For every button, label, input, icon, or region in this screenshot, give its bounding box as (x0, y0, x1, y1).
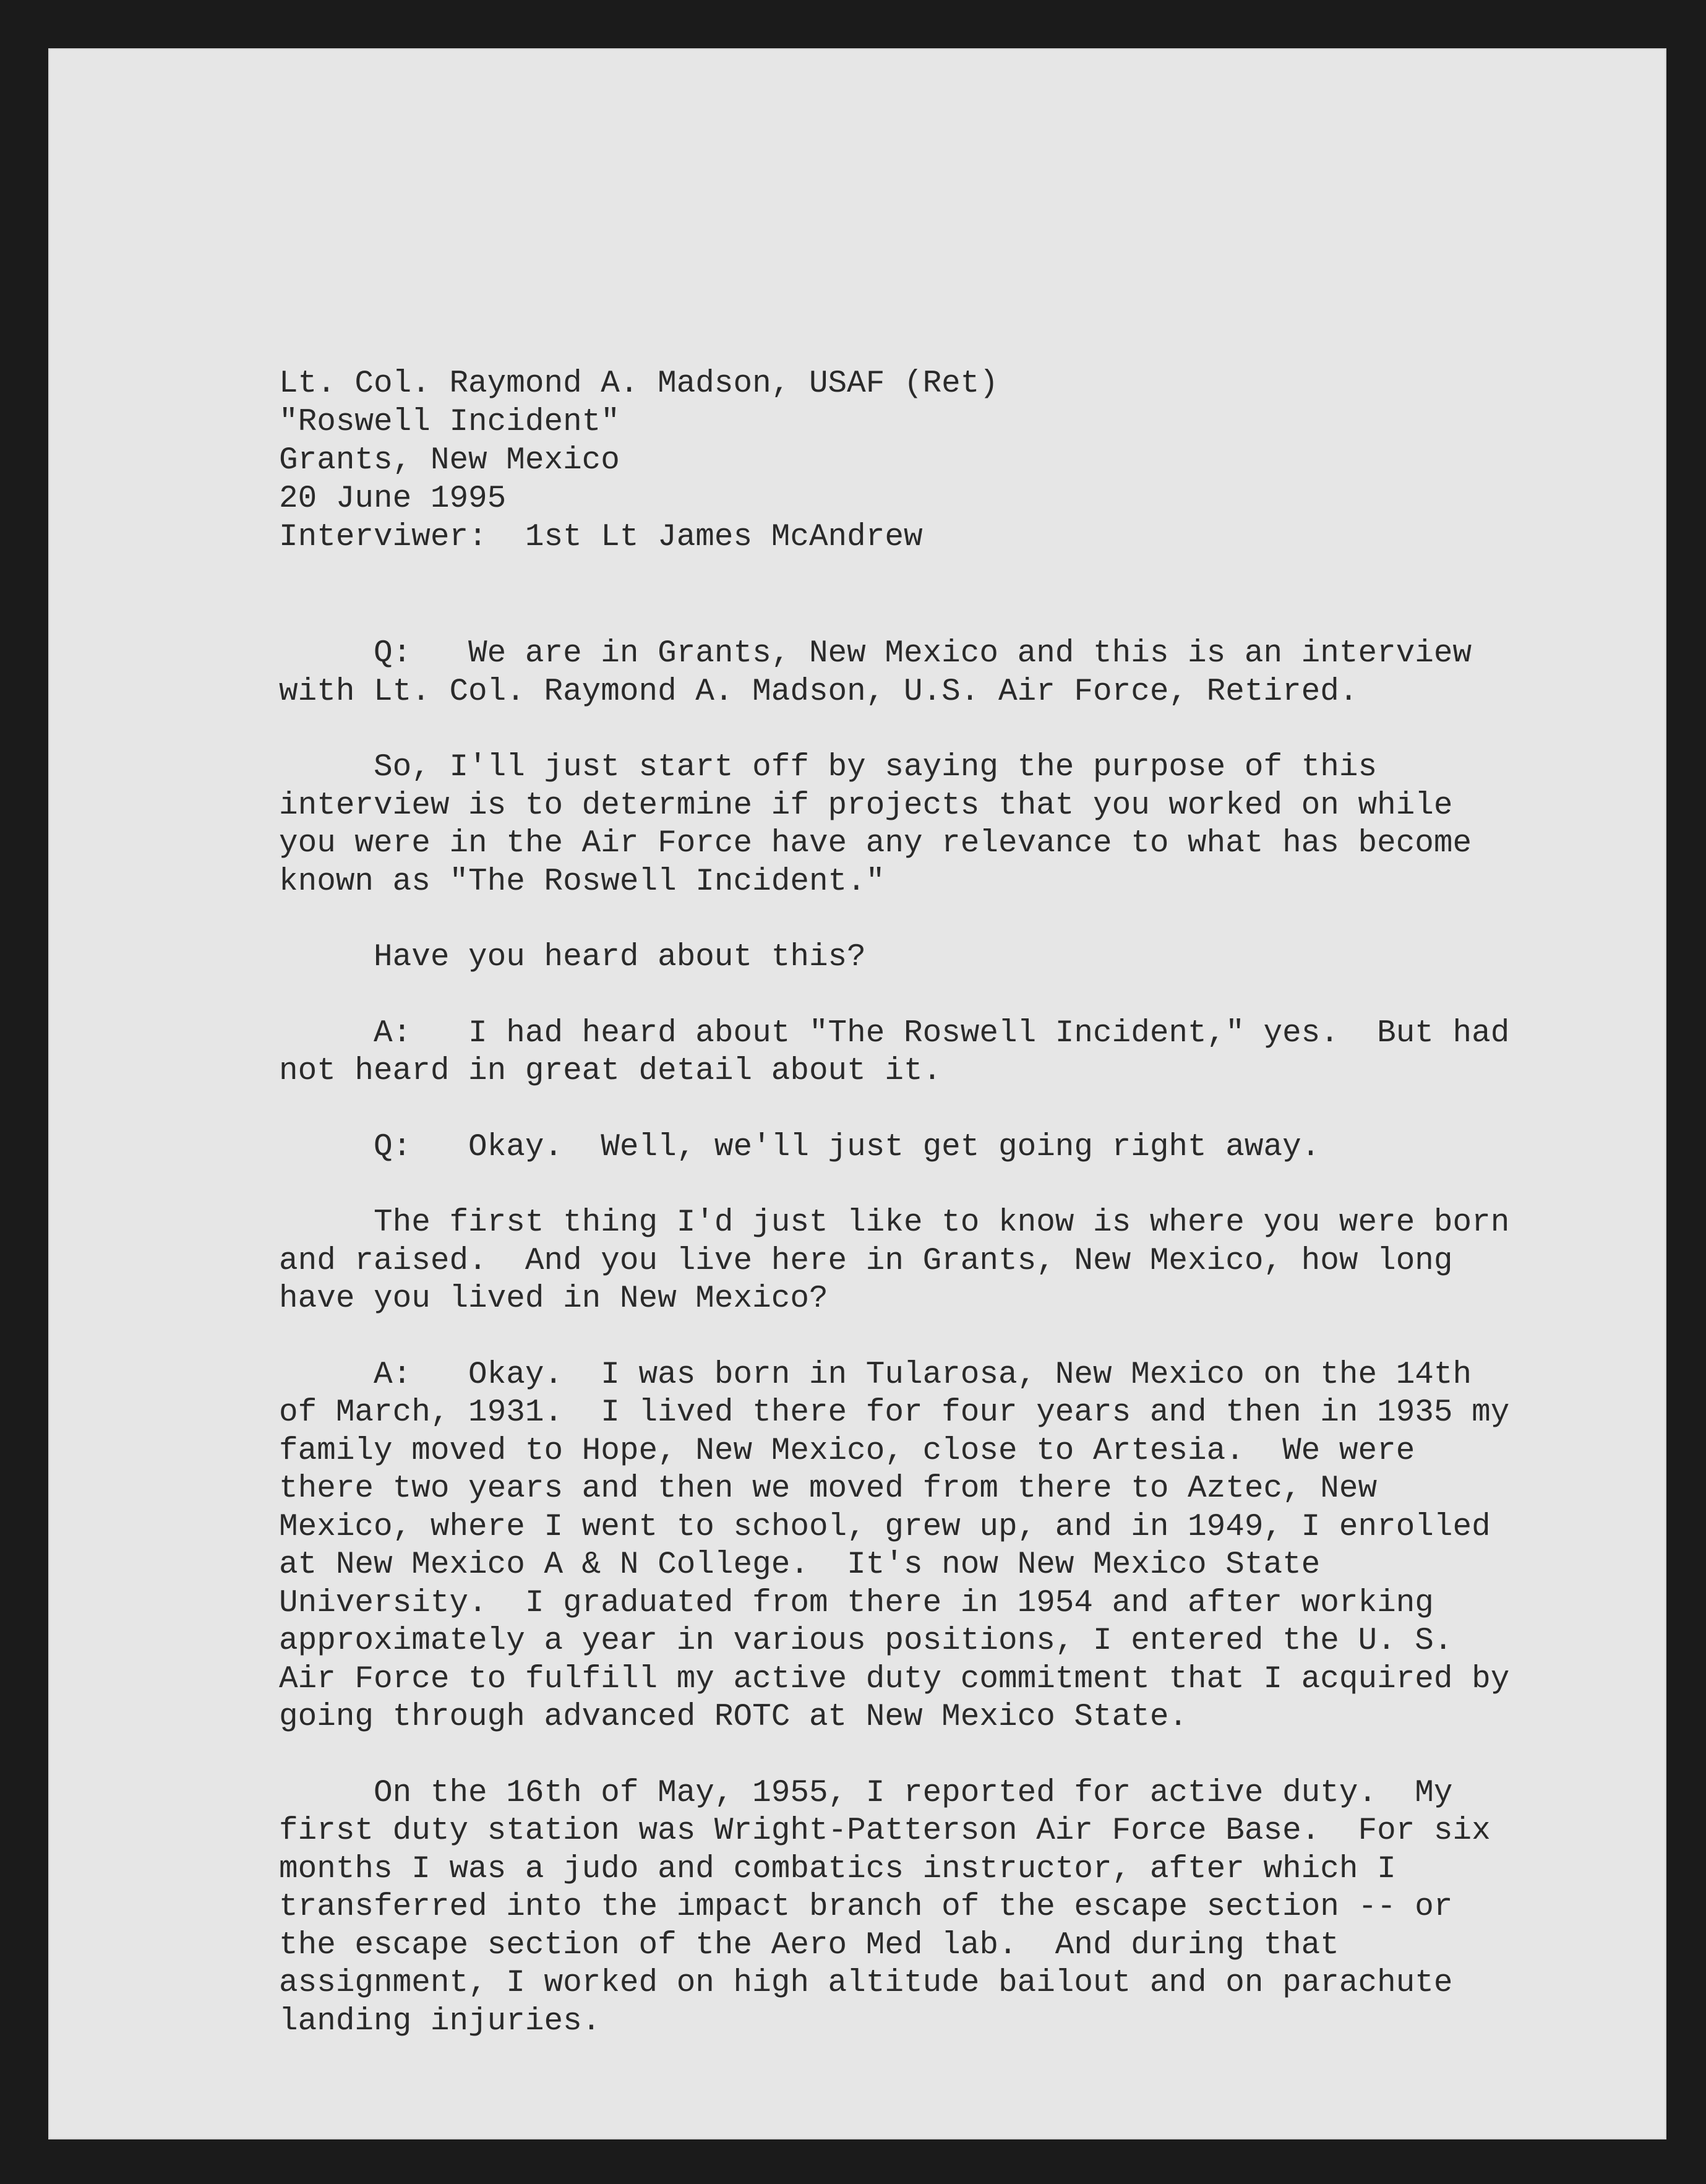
interviewee-line: Lt. Col. Raymond A. Madson, USAF (Ret) (279, 366, 998, 402)
text-line: The first thing I'd just like to know is where you were born (279, 1205, 1510, 1240)
text-line: transferred into the impact branch of the escape section -- or (279, 1890, 1453, 1925)
text-line: University. I graduated from there in 1954 and after working (279, 1585, 1434, 1621)
text-line: months I was a judo and combatics instructor, after which I (279, 1851, 1396, 1887)
text-line: On the 16th of May, 1955, I reported for active duty. My (279, 1775, 1453, 1811)
paragraph-answer-born (279, 1356, 1553, 1737)
text-line: known as "The Roswell Incident." (279, 864, 885, 900)
date-line: 20 June 1995 (279, 481, 507, 517)
interview-transcript (279, 635, 1553, 2078)
text-line: at New Mexico A & N College. It's now New Mexico State (279, 1547, 1321, 1583)
interviewer-line: Interviwer: 1st Lt James McAndrew (279, 520, 923, 555)
paragraph-q-intro (279, 635, 1553, 711)
text-line: the escape section of the Aero Med lab. And during that (279, 1927, 1339, 1963)
text-line: Q: We are in Grants, New Mexico and this is an interview (279, 636, 1472, 671)
text-line: of March, 1931. I lived there for four years and then in 1935 my (279, 1395, 1510, 1430)
text-line: and raised. And you live here in Grants, New Mexico, how long (279, 1243, 1453, 1279)
document-page (48, 48, 1666, 2139)
text-line: A: Okay. I was born in Tularosa, New Mexico on the 14th (279, 1357, 1472, 1393)
text-line: family moved to Hope, New Mexico, close to Artesia. We were (279, 1433, 1415, 1469)
text-line: you were in the Air Force have any relevance to what has become (279, 826, 1472, 861)
paragraph-active-duty (279, 1774, 1553, 2041)
text-line: approximately a year in various positions, I entered the U. S. (279, 1623, 1453, 1659)
text-line: Q: Okay. Well, we'll just get going right away. (279, 1129, 1321, 1165)
text-line: assignment, I worked on high altitude bailout and on parachute (279, 1966, 1453, 2001)
text-line: Air Force to fulfill my active duty commitment that I acquired by (279, 1661, 1510, 1697)
text-line: going through advanced ROTC at New Mexico State. (279, 1700, 1188, 1735)
text-line: not heard in great detail about it. (279, 1054, 942, 1089)
paragraph-question-born (279, 1204, 1553, 1318)
text-line: A: I had heard about "The Roswell Incident," yes. But had (279, 1015, 1510, 1051)
text-line: have you lived in New Mexico? (279, 1281, 828, 1317)
interview-header (279, 365, 998, 557)
text-line: first duty station was Wright-Patterson Air Force Base. For six (279, 1813, 1491, 1849)
location-line: Grants, New Mexico (279, 443, 620, 478)
text-line: with Lt. Col. Raymond A. Madson, U.S. Air Force, Retired. (279, 674, 1358, 710)
paragraph-q-okay (279, 1129, 1553, 1167)
text-line: interview is to determine if projects that you worked on while (279, 788, 1453, 823)
subject-line: "Roswell Incident" (279, 405, 620, 440)
text-line: So, I'll just start off by saying the purpose of this (279, 750, 1378, 785)
paragraph-question-heard (279, 939, 1553, 977)
text-line: landing injuries. (279, 2003, 601, 2039)
text-line: Have you heard about this? (279, 940, 866, 975)
text-line: Mexico, where I went to school, grew up, and in 1949, I enrolled (279, 1509, 1491, 1545)
text-line: there two years and then we moved from there to Aztec, New (279, 1471, 1378, 1507)
paragraph-answer-heard (279, 1015, 1553, 1091)
paragraph-purpose (279, 749, 1553, 901)
